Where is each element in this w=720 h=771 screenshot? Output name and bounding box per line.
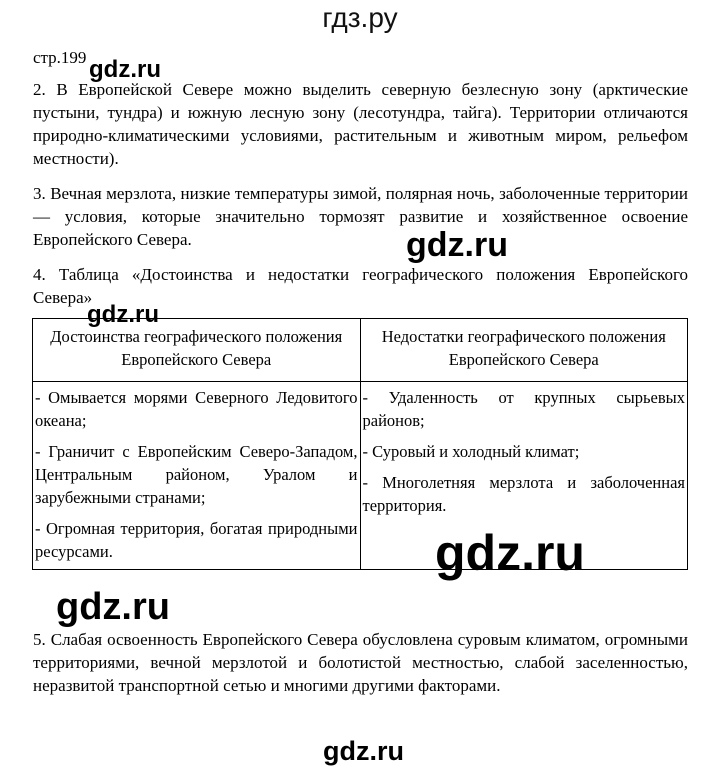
paragraph-5: 5. Слабая освоенность Европейского Севера обусловлена суровым климатом, огромными территориями, вечной мерзлотой и болотистой местностью, слабой заселенностью, неразвитой транспортной сетью и многими другими факторами. — [33, 630, 688, 695]
list-item: - Граничит с Европейским Северо-Западом, Центральным районом, Уралом и зарубежными странами; — [35, 442, 358, 507]
site-header: гдз.ру — [322, 2, 398, 33]
page-reference: стр.199 — [33, 48, 87, 67]
list-item: - Омывается морями Северного Ледовитого океана; — [35, 388, 358, 430]
watermark: gdz.ru — [56, 586, 170, 628]
watermark: gdz.ru — [87, 301, 159, 328]
geo-position-table — [32, 318, 688, 570]
watermark: gdz.ru — [89, 56, 161, 83]
list-item: - Многолетняя мерзлота и заболоченная территория. — [362, 473, 685, 515]
table-header-advantages: Достоинства географического положения Европейского Севера — [33, 319, 361, 382]
paragraph-4: 4. Таблица «Достоинства и недостатки географического положения Европейского Севера» — [33, 265, 688, 307]
list-item: - Удаленность от крупных сырьевых районов; — [362, 388, 685, 430]
table-header-disadvantages: Недостатки географического положения Европейского Севера — [360, 319, 688, 382]
paragraph-3: 3. Вечная мерзлота, низкие температуры зимой, полярная ночь, заболоченные территории — условия, которые значительно тормозят развитие и хозяйственное освоение Европейского Севера. — [33, 184, 688, 249]
table-row — [33, 382, 688, 570]
watermark: gdz.ru — [435, 525, 585, 581]
list-item: - Огромная территория, богатая природными ресурсами. — [35, 519, 358, 561]
watermark: gdz.ru — [406, 226, 508, 264]
paragraph-2: 2. В Европейской Севере можно выделить северную безлесную зону (арктические пустыни, тундра) и южную лесную зону (лесотундра, тайга). Территории отличаются природно-климатическими условиями, растительным и животным миром, рельефом местности). — [33, 80, 688, 168]
watermark: gdz.ru — [323, 736, 404, 766]
list-item: - Суровый и холодный климат; — [362, 442, 580, 461]
advantages-cell — [33, 382, 361, 570]
